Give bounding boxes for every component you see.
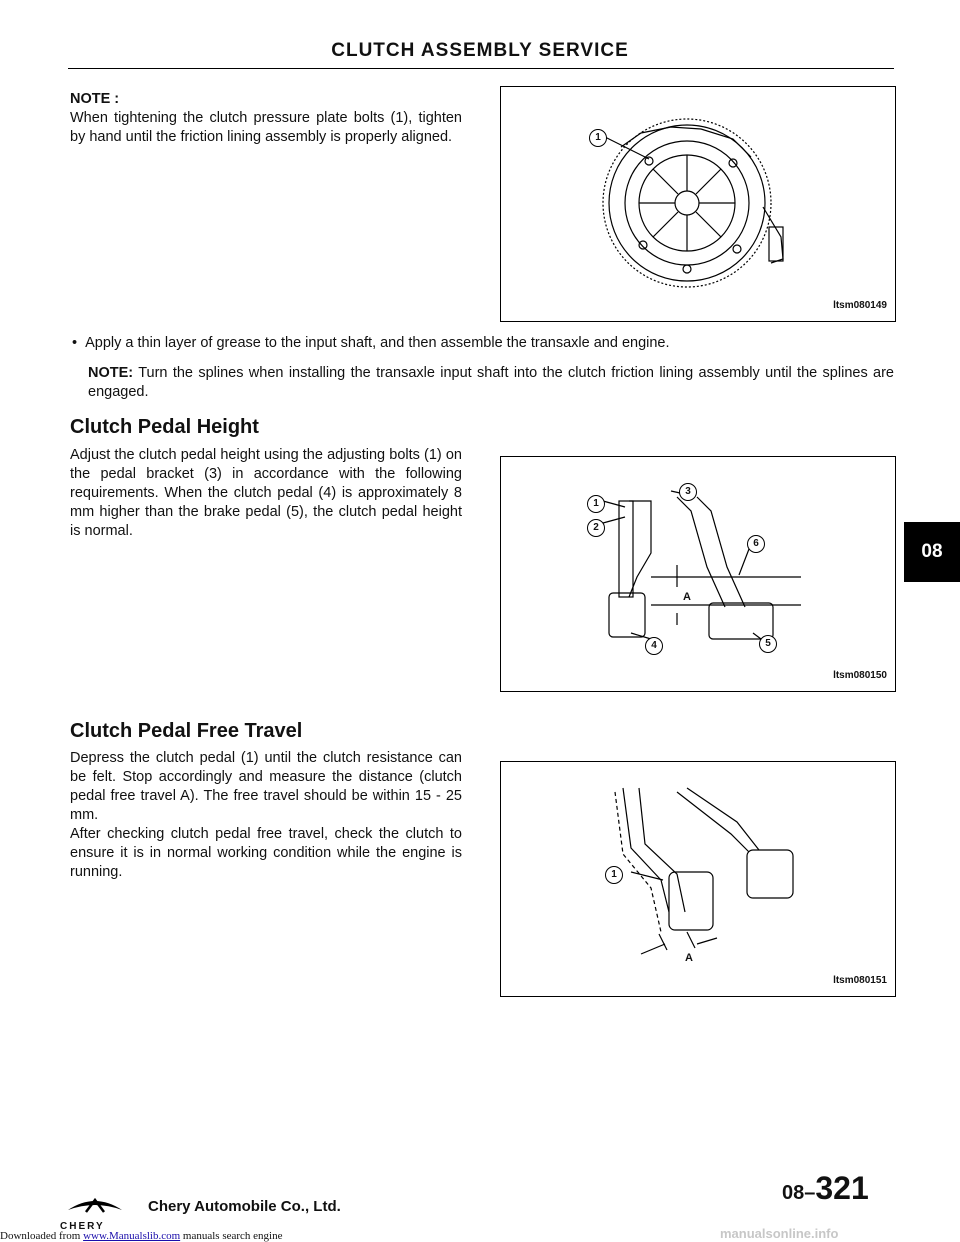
bullet-text: Apply a thin layer of grease to the input shaft, and then assemble the transaxle and engine. <box>85 335 670 351</box>
watermark: manualsonline.info <box>720 1226 839 1241</box>
figure-id: ltsm080149 <box>833 300 887 311</box>
download-prefix: Downloaded from <box>0 1230 81 1242</box>
pedal-height-text: Adjust the clutch pedal height using the adjusting bolts (1) on the pedal bracket (3) in accordance with the following requirements. When the clutch pedal (4) is approximately 8 mm higher than the brake pedal (5), the clutch pedal height is normal. <box>70 447 462 539</box>
section-heading-free-travel: Clutch Pedal Free Travel <box>70 720 303 742</box>
download-suffix: manuals search engine <box>182 1230 283 1242</box>
callout-5: 5 <box>759 635 777 653</box>
dimension-label-a: A <box>683 591 691 603</box>
callout-4: 4 <box>645 637 663 655</box>
bullet-note-label: NOTE: <box>88 365 134 381</box>
page-number <box>782 1170 869 1207</box>
manualslib-link[interactable]: www.Manualslib.com <box>83 1230 181 1242</box>
bullet-note-text: Turn the splines when installing the transaxle input shaft into the clutch friction lining assembly until the splines are engaged. <box>88 365 894 400</box>
page-header-title: CLUTCH ASSEMBLY SERVICE <box>331 40 629 61</box>
section-heading-pedal-height: Clutch Pedal Height <box>70 416 259 438</box>
callout-1: 1 <box>605 866 623 884</box>
figure-free-travel <box>500 761 896 997</box>
callout-3: 3 <box>679 483 697 501</box>
bullet-item <box>72 334 902 353</box>
figure-clutch-pressure-plate <box>500 86 896 322</box>
bullet-note <box>88 364 894 402</box>
callout-6: 6 <box>747 535 765 553</box>
chery-logo <box>60 1196 130 1232</box>
dimension-label-a: A <box>685 952 693 964</box>
pedal-height-illustration <box>501 457 895 691</box>
download-footer <box>0 1230 282 1242</box>
chery-logo-text: CHERY <box>60 1221 105 1232</box>
clutch-plate-illustration <box>501 87 895 321</box>
chery-logo-icon <box>60 1196 130 1218</box>
free-travel-para-2: After checking clutch pedal free travel, check the clutch to ensure it is in normal working condition while the engine is running. <box>70 826 462 880</box>
callout-2: 2 <box>587 519 605 537</box>
company-name: Chery Automobile Co., Ltd. <box>148 1198 341 1215</box>
page-number-value: 321 <box>815 1170 869 1206</box>
callout-1: 1 <box>589 129 607 147</box>
bullet-symbol: • <box>72 335 78 351</box>
figure-pedal-height <box>500 456 896 692</box>
free-travel-para-1: Depress the clutch pedal (1) until the clutch resistance can be felt. Stop accordingly and measure the distance (clutch pedal free travel A). The free travel should be within 15 - 25 mm. <box>70 750 462 823</box>
pedal-free-travel-illustration <box>501 762 895 996</box>
page-number-prefix: 08– <box>782 1182 816 1204</box>
figure-id: ltsm080150 <box>833 670 887 681</box>
note-text: When tightening the clutch pressure plate bolts (1), tighten by hand until the friction lining assembly is properly aligned. <box>70 110 462 145</box>
section1-note <box>70 90 462 147</box>
callout-1: 1 <box>587 495 605 513</box>
figure-id: ltsm080151 <box>833 975 887 986</box>
header-rule <box>68 68 894 69</box>
note-label: NOTE : <box>70 91 120 107</box>
chapter-tab: 08 <box>904 522 960 582</box>
